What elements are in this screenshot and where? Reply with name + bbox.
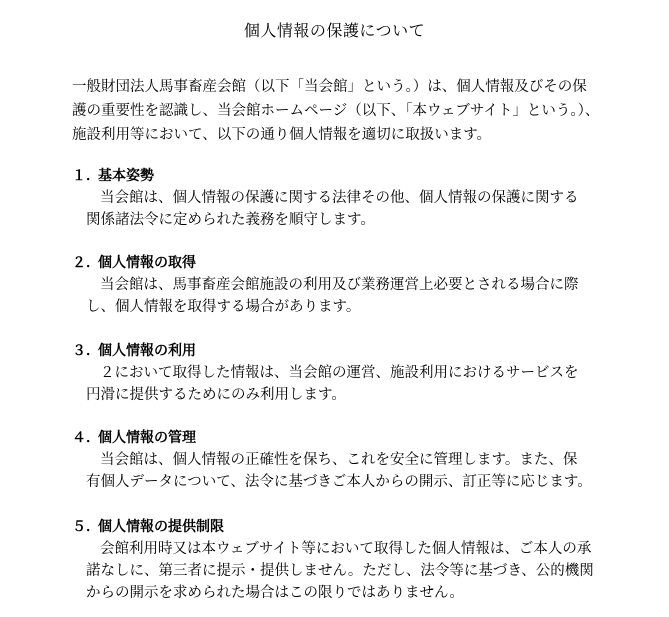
section-body-line: 会館利用時又は本ウェブサイト等において取得した個人情報は、ご本人の承 — [100, 541, 592, 557]
section-body-line: ２において取得した情報は、当会館の運営、施設利用におけるサービスを — [100, 365, 579, 381]
section-body-line: からの開示を求められた場合はこの限りではありません。 — [86, 585, 464, 601]
section-body-line: 有個人データについて、法令に基づきご本人からの開示、訂正等に応じます。 — [86, 474, 592, 490]
section-number: １． — [72, 168, 100, 184]
section-heading — [72, 427, 600, 449]
section-number: ４． — [72, 430, 100, 446]
section-usage — [72, 340, 600, 406]
intro-line: 護の重要性を認識し、当会館ホームページ（以下、「本ウェブサイト」という。）、 — [72, 103, 600, 119]
section-heading — [72, 516, 600, 538]
section-heading — [72, 340, 600, 362]
section-number: ５． — [72, 519, 100, 535]
intro-line: 施設利用等において、以下の通り個人情報を適切に取扱います。 — [72, 127, 492, 143]
intro-line: 一般財団法人馬事畜産会館（以下「当会館」という。）は、個人情報及びその保 — [72, 79, 587, 95]
section-body-line: 当会館は、個人情報の正確性を保ち、これを安全に管理します。また、保 — [100, 452, 578, 468]
section-heading-text: 個人情報の取得 — [98, 255, 196, 271]
section-heading — [72, 252, 600, 274]
section-heading-text: 基本姿勢 — [98, 168, 154, 184]
intro-paragraph — [72, 75, 600, 147]
section-basic-policy — [72, 165, 600, 231]
section-body-line: 当会館は、馬事畜産会館施設の利用及び業務運営上必要とされる場合に際 — [100, 277, 579, 293]
section-acquisition — [72, 252, 600, 318]
section-management — [72, 427, 600, 493]
section-heading-text: 個人情報の利用 — [98, 343, 196, 359]
section-heading — [72, 165, 600, 187]
section-heading-text: 個人情報の管理 — [98, 430, 196, 446]
section-number: ３． — [72, 343, 100, 359]
section-body-line: 関係諸法令に定められた義務を順守します。 — [86, 212, 375, 228]
section-provision-limits — [72, 516, 600, 604]
section-heading-text: 個人情報の提供制限 — [98, 519, 224, 535]
section-body-line: 当会館は、個人情報の保護に関する法律その他、個人情報の保護に関する — [100, 190, 579, 206]
section-body-line: し、個人情報を取得する場合があります。 — [86, 299, 361, 315]
section-body-line: 円滑に提供するためにのみ利用します。 — [86, 387, 346, 403]
section-body-line: 諾なしに、第三者に提示・提供しません。ただし、法令等に基づき、公的機関 — [86, 563, 594, 579]
section-number: ２． — [72, 255, 100, 271]
page-title: 個人情報の保護について — [243, 21, 426, 40]
